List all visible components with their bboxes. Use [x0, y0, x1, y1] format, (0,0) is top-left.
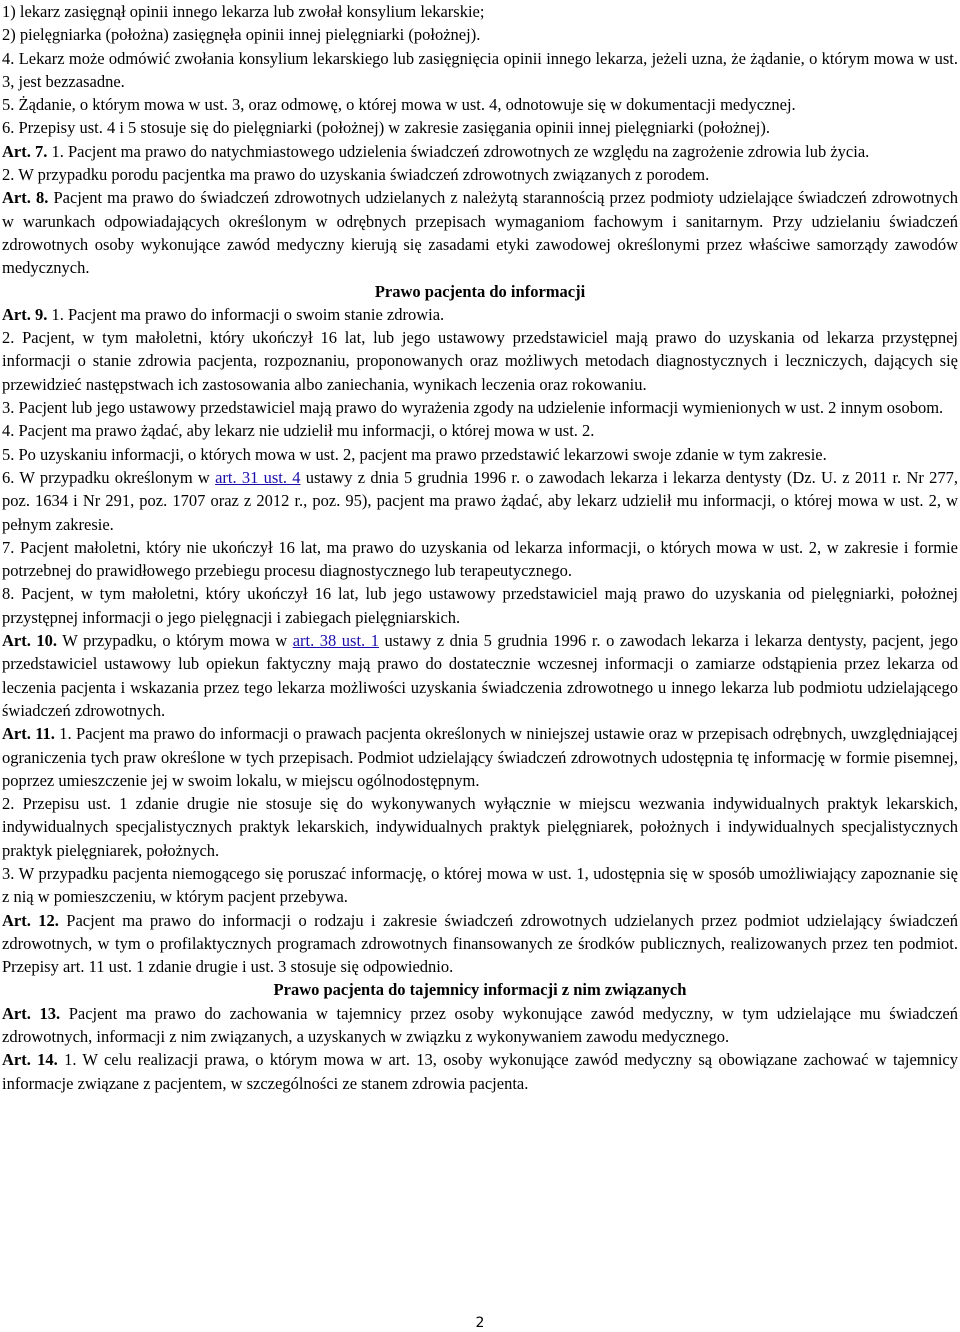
intro-paragraph-6: 6. Przepisy ust. 4 i 5 stosuje się do pielęgniarki (położnej) w zakresie zasięgania opinii innej pielęgniarki (położnej). [2, 118, 770, 138]
section-heading-confidentiality: Prawo pacjenta do tajemnicy informacji z nim związanych [273, 980, 687, 1000]
art9-paragraph-4: 4. Pacjent ma prawo żądać, aby lekarz nie udzielił mu informacji, o której mowa w ust. 2. [2, 421, 595, 441]
art31-ust4-link[interactable]: art. 31 ust. 4 [215, 467, 301, 487]
art9-p6-before: 6. W przypadku określonym w [2, 467, 216, 487]
art9-p6-after: ustawy z dnia 5 grudnia 1996 r. o zawodach lekarza i lekarza dentysty (Dz. U. z 2011 r. Nr 277, poz. 1634 i Nr 291, poz. 1707 oraz z 2012 r., poz. 95), pacjent ma prawo żądać, aby lekarz udzielił mu informacji, o której mowa w ust. 2, w pełnym zakresie. [2, 467, 958, 534]
art11-text-1: 1. Pacjent ma prawo do informacji o prawach pacjenta określonych w niniejszej ustawie oraz w przepisach odrębnych, uwzględniającej ograniczenia tych praw określone w tych przepisach. Podmiot udzielający świadczeń zdrowotnych udostępnia tę informację w formie pisemnej, poprzez umieszczenie jej w swoim lokalu, w miejscu ogólnodostępnym. [2, 724, 959, 790]
art10-after: ustawy z dnia 5 grudnia 1996 r. o zawodach lekarza i lekarza dentysty, pacjent, jego przedstawiciel ustawowy lub opiekun faktyczny mają prawo do dostatecznie wczesnej informacji o zamiarze odstąpienia przez lekarza od leczenia pacjenta i wskazania przez tego lekarza możliwości uzyskania świadczenia zdrowotnego u innego lekarza lub podmiotu udzielającego świadczeń zdrowotnych. [2, 631, 959, 720]
art9-paragraph-6 [2, 466, 958, 536]
art9-paragraph-1 [2, 303, 958, 326]
art11-paragraph-1 [2, 722, 958, 792]
intro-paragraph-4: 4. Lekarz może odmówić zwołania konsylium lekarskiego lub zasięgnięcia opinii innego lekarza, jeżeli uzna, że żądanie, o którym mowa w ust. 3, jest bezzasadne. [2, 48, 958, 91]
section-heading-information: Prawo pacjenta do informacji [374, 281, 586, 301]
art10-before: W przypadku, o którym mowa w [57, 631, 293, 651]
intro-paragraph-5: 5. Żądanie, o którym mowa w ust. 3, oraz odmowę, o której mowa w ust. 4, odnotowuje się w dokumentacji medycznej. [2, 95, 796, 115]
art12-paragraph [2, 909, 958, 979]
page-number: 2 [475, 1315, 485, 1331]
art38-ust1-link[interactable]: art. 38 ust. 1 [292, 631, 379, 651]
art9-paragraph-3: 3. Pacjent lub jego ustawowy przedstawiciel mają prawo do wyrażenia zgody na udzielenie informacji wymienionych w ust. 2 innym osobom. [2, 398, 944, 418]
art14-paragraph [2, 1048, 958, 1095]
document-page [2, 0, 958, 1095]
art12-label: Art. 12. [2, 910, 59, 930]
art12-text: Pacjent ma prawo do informacji o rodzaju i zakresie świadczeń zdrowotnych udzielanych przez podmiot udzielający świadczeń zdrowotnych, w tym o profilaktycznych programach zdrowotnych finansowanych ze środków publicznych, realizowanych przez ten podmiot. Przepisy art. 11 ust. 1 zdanie drugie i ust. 3 stosuje się odpowiednio. [2, 910, 959, 977]
art9-label: Art. 9. [2, 304, 48, 324]
art13-text: Pacjent ma prawo do zachowania w tajemnicy przez osoby wykonujące zawód medyczny, w tym udzielające mu świadczeń zdrowotnych, informacji z nim związanych, a uzyskanych w związku z wykonywaniem zawodu medycznego. [2, 1003, 959, 1047]
art13-label: Art. 13. [2, 1003, 61, 1023]
intro-item-2: 2) pielęgniarka (położna) zasięgnęła opinii innej pielęgniarki (położnej). [2, 25, 481, 45]
art14-text: 1. W celu realizacji prawa, o którym mowa w art. 13, osoby wykonujące zawód medyczny są obowiązane zachować w tajemnicy informacje związane z pacjentem, w szczególności ze stanem zdrowia pacjenta. [2, 1050, 959, 1093]
art9-paragraph-8: 8. Pacjent, w tym małoletni, który ukończył 16 lat, lub jego ustawowy przedstawiciel mają prawo do uzyskania od pielęgniarki, położnej przystępnej informacji o jego pielęgnacji i zabiegach pielęgniarskich. [2, 584, 958, 627]
art10-paragraph [2, 629, 958, 722]
art11-paragraph-3: 3. W przypadku pacjenta niemogącego się poruszać informację, o której mowa w ust. 1, udostępnia się w sposób umożliwiający zapoznanie się z nią w pomieszczeniu, w którym pacjent przebywa. [2, 863, 958, 907]
art10-label: Art. 10. [2, 631, 58, 651]
art9-paragraph-5: 5. Po uzyskaniu informacji, o których mowa w ust. 2, pacjent ma prawo przedstawić lekarzowi swoje zdanie w tym zakresie. [2, 444, 827, 464]
art8-paragraph [2, 186, 958, 279]
art8-text: Pacjent ma prawo do świadczeń zdrowotnych udzielanych z należytą starannością przez podmioty udzielające świadczeń zdrowotnych w warunkach odpowiadających określonym w odrębnych przepisach wymaganiom fachowym i sanitarnym. Przy udzielaniu świadczeń zdrowotnych osoby wykonujące zawód medyczny kierują się zasadami etyki zawodowej określonymi przez właściwe samorządy zawodów medycznych. [2, 188, 958, 278]
art14-label: Art. 14. [2, 1050, 58, 1070]
art9-text-1: 1. Pacjent ma prawo do informacji o swoim stanie zdrowia. [47, 304, 445, 324]
art7-paragraph-2: 2. W przypadku porodu pacjentka ma prawo do uzyskania świadczeń zdrowotnych związanych z porodem. [2, 165, 710, 185]
art9-paragraph-2: 2. Pacjent, w tym małoletni, który ukończył 16 lat, lub jego ustawowy przedstawiciel mają prawo do uzyskania od lekarza przystępnej informacji o stanie zdrowia pacjenta, rozpoznaniu, proponowanych oraz możliwych metodach diagnostycznych i leczniczych, dających się przewidzieć następstwach ich zastosowania albo zaniechania, wynikach leczenia oraz rokowaniu. [2, 328, 958, 394]
intro-item-1: 1) lekarz zasięgnął opinii innego lekarza lub zwołał konsylium lekarskie; [2, 2, 485, 21]
art8-label: Art. 8. [2, 188, 49, 208]
art7-text-1: 1. Pacjent ma prawo do natychmiastowego udzielenia świadczeń zdrowotnych ze względu na zagrożenie zdrowia lub życia. [47, 141, 870, 161]
art11-paragraph-2: 2. Przepisu ust. 1 zdanie drugie nie stosuje się do wykonywanych wyłącznie w miejscu wezwania indywidualnych praktyk lekarskich, indywidualnych specjalistycznych praktyk lekarskich, indywidualnych praktyk pielęgniarek, położnych i indywidualnych specjalistycznych praktyk pielęgniarek, położnych. [2, 794, 958, 860]
art7-label: Art. 7. [2, 141, 48, 161]
art9-paragraph-7: 7. Pacjent małoletni, który nie ukończył 16 lat, ma prawo do uzyskania od lekarza informacji, o których mowa w ust. 2, w zakresie i formie potrzebnej do prawidłowego przebiegu procesu diagnostycznego lub terapeutycznego. [2, 537, 958, 581]
art7-paragraph-1 [2, 140, 958, 163]
art13-paragraph [2, 1002, 958, 1049]
art11-label: Art. 11. [2, 724, 55, 744]
